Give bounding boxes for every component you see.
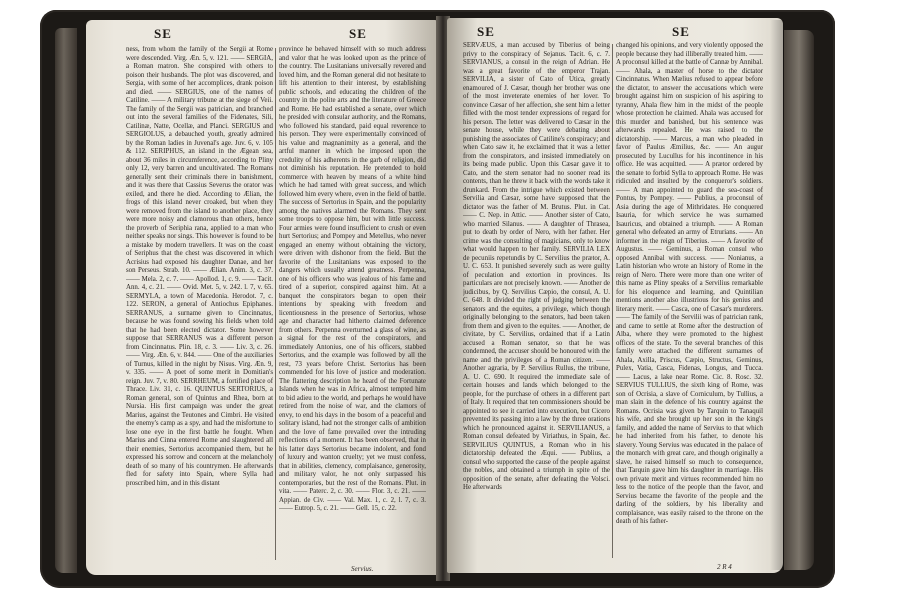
right-page-header-left: SE — [477, 24, 495, 39]
left-column-divider — [275, 48, 276, 560]
left-page-column-1-text: ness, from whom the family of the Sergii at Rome were descended. Virg. Æn. 5, v. 121. —— SERGIA, a Roman matron. She conspired with others to poison their husbands. The plot was discovered, and Sergia, with some of her accomplices, drank poison and died. —— SERGIUS, one of the names of Catiline. —— A military tribune at the siege of Veii. The family of the Sergii was patrician, and branched out into the several families of the Fidenates, Sili, Catilinæ, Natte, Ocellæ, and Planci. SERGIUS and SERGIOLUS, a debauched youth, greatly admired by the Roman ladies in Juvenal's age. Juv. 6, v. 105 & 112. SERIPHUS, an island in the Ægean sea, about 36 miles in circumference, according to Pliny only 12, very barren and uncultivated. The Romans generally sent their criminals there in banishment, and it was there that Cassius Severus the orator was exiled, and there he died. According to Ælian, the frogs of this island never croaked, but when they were removed from the island to another place, they were more noisy and clamorous than others, hence the proverb of Seriphia rana, applied to a man who neither speaks nor sings. This however is found to be a mistake by modern travellers. It was on the coast of Seriphus that the chest was discovered in which Acrisius had exposed his daughter Danae, and her son Perseus. Strab. 10. —— Ælian. Anim. 3, c. 37. —— Mela. 2, c. 7. —— Apollod. 1, c. 9. —— Tacit. Ann. 4, c. 21. —— Ovid. Met. 5, v. 242. l. 7, v. 65. SERMYLA, a town of Macedonia. Herodot. 7, c. 122. SERON, a general of Antiochus Epiphanes. SERRANUS, a surname given to Cincinnatus, because he was found sowing his fields when told that he had been elected dictator. Some however suppose that SERRANUS was a different person from Cincinnatus. Plin. 18, c. 3. —— Liv. 3, c. 26. —— Virg. Æn. 6, v. 844. —— One of the auxiliaries of Turnus, killed in the night by Nisus. Virg. Æn. 9, v. 335. —— A poet of some merit in Domitian's reign. Juv. 7, v. 80. SERRHEUM, a fortified place of Thrace. Liv. 31, c. 16. QUINTUS SERTORIUS, a Roman general, son of Quintus and Rhea, born at Nursia. His first campaign was under the great Marius, against the Teutones and Cimbri. He visited the enemy's camp as a spy, and had the misfortune to lose one eye in the first battle he fought. When Marius and Cinna entered Rome and slaughtered all their enemies, Sertorius accompanied them, but he expressed his sorrow and concern at the melancholy death of so many of his countrymen. He afterwards fled for safety into Spain, where Sylla had proscribed him, and in this distant — [126, 46, 273, 487]
right-page-signature-mark: 2 R 4 — [717, 563, 732, 571]
left-page-catchword: Servius. — [351, 565, 374, 573]
right-page — [447, 18, 783, 573]
right-page-header-right: SE — [672, 24, 690, 39]
right-page-edges — [784, 30, 814, 570]
page-curl-shadow — [770, 20, 784, 570]
left-page-header-right: SE — [349, 26, 367, 41]
left-page-edges — [55, 28, 77, 573]
left-page-column-2-text: province he behaved himself with so much address and valor that he was looked upon as the prince of the country. The Lusitanians universally revered and loved him, and the Roman general did not hesitate to lift his attention to their interest, by establishing public schools, and educating the children of the country in the polite arts and the literature of Greece and Rome. He had established a senate, over which he presided with consular authority, and the Romans, who followed his standard, paid equal reverence to his person. They were experimentally convinced of his value and magnanimity as a general, and the artful manner in which he imposed upon the credulity of his adherents in the garb of religion, did not diminish his reputation. He pretended to hold commerce with heaven by means of a white hind which he had tamed with great success, and which followed him every where, even in the field of battle. The success of Sertorius in Spain, and the popularity among the natives alarmed the Romans. They sent some troops to oppose him, but with little success. Four armies were found insufficient to crush or even hurt Sertorius; and Pompey and Metellus, who never engaged an enemy without obtaining the victory, were driven with dishonor from the field. But the favorite of the Lusitanians was exposed to the dangers which usually attend greatness. Perpenna, one of his officers who was jealous of his fame and tired of a superior, conspired against him. At a banquet the conspirators began to open their intentions by speaking with freedom and licentiousness in the presence of Sertorius, whose age and character had hitherto claimed deference from others. Perpenna overturned a glass of wine, as a signal for the rest of the conspirators, and immediately Antonius, one of his officers, stabbed Sertorius, and the example was followed by all the rest, 73 years before Christ. Sertorius has been commended for his love of justice and moderation. The flattering description he heard of the Fortunate Islands when he was in Africa, almost tempted him to bid adieu to the world, and perhaps he would have retired from the noise of war, and the clamors of envy, to end his days in the bosom of a peaceful and solitary island, had not the stronger calls of ambition and the love of fame prevailed over the intruding reflections of a moment. It has been observed, that in his latter days Sertorius became indolent, and fond of luxury and wanton cruelty; yet we must confess, that in abilities, clemency, complaisance, generosity, and military valor, he not only surpassed his contemporaries, but the rest of the Romans. Plut. in vita. —— Paterc. 2, c. 30. —— Flor. 3, c. 21. —— Appian. de Civ. —— Val. Max. 1, c. 2, l. 7, c. 3. —— Eutrop. 5, c. 21. —— Gell. 15, c. 22. — [279, 46, 426, 512]
right-page-column-1-text: SERVÆUS, a man accused by Tiberius of being privy to the conspiracy of Sejanus. Tacit. 6, c. 7. SERVIANUS, a consul in the reign of Adrian. He was a great favorite of the emperor Trajan. SERVILIA, a sister of Cato of Utica, greatly enamoured of J. Cæsar, though her brother was one of the most inveterate enemies of her lover. To convince Cæsar of her affection, she sent him a letter filled with the most tender expressions of regard for his person. The letter was delivered to Cæsar in the senate house, while they were debating about punishing the associates of Catiline's conspiracy; and when Cato saw it, he exclaimed that it was a letter from the conspirators, and insisted immediately on its being made public. Upon this Cæsar gave it to Cato, and the stern senator had no sooner read its contents, than he threw it back with the words take it drunkard. From the intrigue which existed between Servilia and Cæsar, some have supposed that the dictator was the father of M. Brutus. Plut. in Cat. —— C. Nep. in Attic. —— Another sister of Cato, who married Silanus. —— A daughter of Thrasea, put to death by order of Nero, with her father. Her crime was the consulting of magicians, only to know what would happen to her family. SERVILIA LEX de pecuniis repetundis by C. Servilius the prætor, A. U. C. 653. It punished severely such as were guilty of peculation and extortion in provinces. Its particulars are not precisely known. —— Another de judicibus, by Q. Servilius Cæpio, the consul, A. U. C. 648. It divided the right of judging between the senators and the equites, a privilege, which though originally belonging to the senators, had been taken from them and given to the equites. —— Another, de civitate, by C. Servilius, ordained that if a Latin accused a Roman senator, so that he was condemned, the accuser should be honoured with the name and the privileges of a Roman citizen. —— Another agraria, by P. Servilius Rullus, the tribune, A. U. C. 690. It required the immediate sale of certain houses and lands which belonged to the people, for the purchase of others in a different part of Italy. It required that ten commissioners should be appointed to see it carried into execution, but Cicero prevented its passing into a law by the three orations which he pronounced against it. SERVILIANUS, a Roman consul defeated by Viriathus, in Spain, &c. SERVILIUS QUINTUS, a Roman who in his dictatorship defeated the Æqui. —— Publius, a consul who supported the cause of the people against the nobles, and obtained a triumph in spite of the opposition of the senate, after defeating the Volsci. He afterwards — [463, 42, 610, 491]
left-page — [86, 20, 438, 575]
right-page-column-2-text: changed his opinions, and very violently opposed the people because they had illiberally treated him. —— A proconsul killed at the battle of Cannæ by Annibal. —— Ahala, a master of horse to the dictator Cincinnatus. When Mælius refused to appear before the dictator, to answer the accusations which were brought against him on suspicion of his aspiring to tyranny, Ahala flew him in the midst of the people whose protection he claimed. Ahala was accused for this murder and banished, but his sentence was afterwards repealed. He was raised to the dictatorship. —— Marcus, a man who pleaded in favor of Paulus Æmilius, &c. —— An augur prosecuted by Lucullus for his incontinence in his office. He was acquitted. —— A prætor ordered by the senate to forbid Sylla to approach Rome. He was ridiculed and insulted by the conqueror's soldiers. —— A man appointed to guard the sea-coast of Pontus, by Pompey. —— Publius, a proconsul of Asia during the age of Mithridates. He conquered Isauria, for which service he was surnamed Isauricus, and obtained a triumph. —— A Roman general who defeated an army of Etrurians. —— An informer in the reign of Tiberius. —— A favorite of Augustus. —— Geminus, a Roman consul who opposed Annibal with success. —— Nonianus, a Latin historian who wrote an history of Rome in the reign of Nero. There were more than one writer of this name as Pliny speaks of a Servilius remarkable for his eloquence and learning, and Quintilian mentions another also illustrious for his genius and literary merit. —— Casca, one of Cæsar's murderers. —— The family of the Servilii was of patrician rank, and came to settle at Rome after the destruction of Alba, where they were promoted to the highest offices of the state. To the several branches of this family were attached the different surnames of Ahala, Axilla, Priscus, Cæpio, Structus, Geminus, Pulex, Vatia, Casca, Fidenas, Longus, and Tucca. —— Lacus, a lake near Rome. Cic. 8. Rosc. 32. SERVIUS TULLIUS, the sixth king of Rome, was son of Ocrisia, a slave of Corniculum, by Tullius, a man slain in the defence of his country against the Romans. Ocrisia was given by Tarquin to Tanaquil his wife, and she brought up her son in the king's family, and added the name of Servius to that which he had inherited from his father, to denote his slavery. Young Servius was educated in the palace of the monarch with great care, and though originally a slave, he raised himself so much to consequence, that Tarquin gave him his daughter in marriage. His own private merit and virtues recommended him no less to the notice of the people than the favor, and Servius became the favorite of the people and the darling of the soldiers, by his liberality and complaisance, was easily raised to the throne on the death of his father- — [616, 42, 763, 525]
right-page-columns — [463, 42, 763, 564]
left-page-columns — [126, 46, 426, 566]
right-column-divider — [612, 44, 613, 558]
left-page-column-2 — [279, 46, 426, 566]
right-page-column-1 — [463, 42, 610, 564]
left-page-header-left: SE — [154, 26, 172, 41]
right-page-column-2 — [616, 42, 763, 564]
left-page-column-1 — [126, 46, 273, 566]
